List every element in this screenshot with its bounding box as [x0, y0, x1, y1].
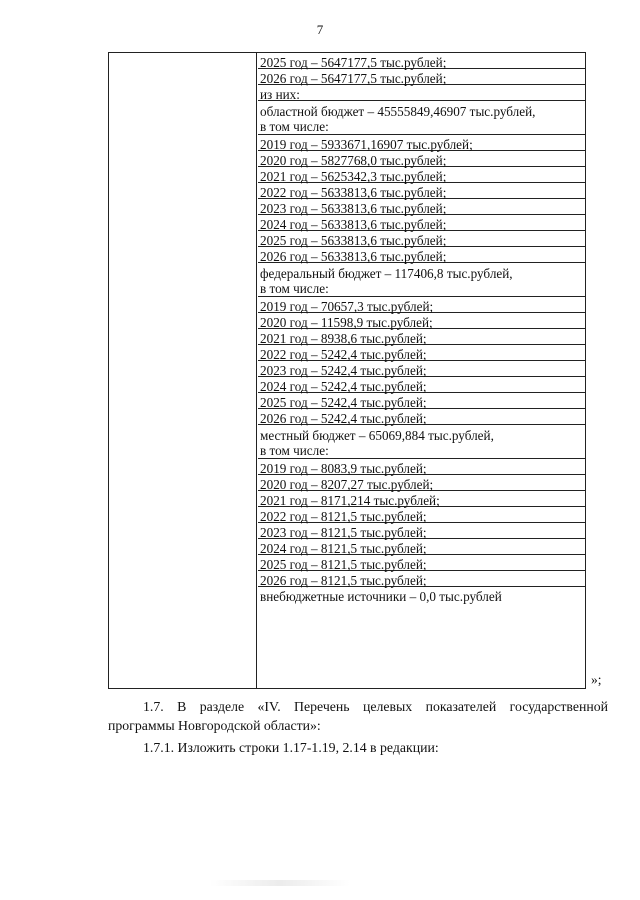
funding-line-text: федеральный бюджет – 117406,8 тыс.рублей,	[260, 266, 513, 281]
funding-line	[258, 53, 585, 69]
funding-line-text: областной бюджет – 45555849,46907 тыс.рублей,	[260, 104, 536, 119]
funding-line-text: 2022 год – 5633813,6 тыс.рублей;	[260, 185, 447, 200]
funding-line	[258, 523, 585, 539]
funding-line	[258, 183, 585, 199]
funding-line	[258, 101, 585, 135]
funding-line	[258, 555, 585, 571]
funding-line	[258, 361, 585, 377]
funding-line	[258, 571, 585, 587]
funding-line	[258, 507, 585, 523]
funding-line	[258, 587, 585, 603]
funding-line	[258, 459, 585, 475]
funding-table	[108, 52, 586, 689]
funding-line-subtext: в том числе:	[260, 443, 329, 458]
funding-line	[258, 135, 585, 151]
funding-line-text: 2023 год – 5633813,6 тыс.рублей;	[260, 201, 447, 216]
funding-line-text: 2024 год – 5242,4 тыс.рублей;	[260, 379, 427, 394]
funding-line-text: 2021 год – 5625342,3 тыс.рублей;	[260, 169, 447, 184]
funding-line	[258, 475, 585, 491]
funding-line	[258, 151, 585, 167]
funding-line	[258, 425, 585, 459]
funding-line-text: 2026 год – 5647177,5 тыс.рублей;	[260, 71, 447, 86]
funding-line	[258, 345, 585, 361]
funding-line-text: 2024 год – 8121,5 тыс.рублей;	[260, 541, 427, 556]
funding-line	[258, 199, 585, 215]
funding-line-text: 2021 год – 8171,214 тыс.рублей;	[260, 493, 440, 508]
funding-line	[258, 247, 585, 263]
funding-line-text: внебюджетные источники – 0,0 тыс.рублей	[260, 589, 502, 604]
funding-line-text: 2019 год – 70657,3 тыс.рублей;	[260, 299, 434, 314]
funding-line	[258, 491, 585, 507]
funding-line-text: 2026 год – 5633813,6 тыс.рублей;	[260, 249, 447, 264]
funding-lines	[258, 53, 585, 603]
funding-line-text: 2019 год – 8083,9 тыс.рублей;	[260, 461, 427, 476]
page-number: 7	[316, 22, 324, 37]
funding-line	[258, 297, 585, 313]
funding-line	[258, 263, 585, 297]
funding-line-text: 2023 год – 5242,4 тыс.рублей;	[260, 363, 427, 378]
funding-line	[258, 215, 585, 231]
funding-line-text: 2025 год – 5633813,6 тыс.рублей;	[260, 233, 447, 248]
closing-quote-mark: »;	[591, 672, 602, 687]
funding-line-text: 2020 год – 11598,9 тыс.рублей;	[260, 315, 433, 330]
funding-line	[258, 329, 585, 345]
funding-line	[258, 393, 585, 409]
funding-line-text: местный бюджет – 65069,884 тыс.рублей,	[260, 428, 494, 443]
funding-line-text: 2026 год – 8121,5 тыс.рублей;	[260, 573, 427, 588]
funding-line-text: 2020 год – 8207,27 тыс.рублей;	[260, 477, 434, 492]
column-divider	[256, 53, 257, 688]
funding-line-text: 2024 год – 5633813,6 тыс.рублей;	[260, 217, 447, 232]
paragraph-section-iv: 1.7. В разделе «IV. Перечень целевых показателей государственной программы Новгородской области»:	[108, 699, 608, 733]
paragraph-rows-edit: 1.7.1. Изложить строки 1.17-1.19, 2.14 в редакции:	[143, 740, 439, 755]
funding-line	[258, 167, 585, 183]
funding-line-text: 2022 год – 8121,5 тыс.рублей;	[260, 509, 427, 524]
funding-line-text: 2025 год – 5647177,5 тыс.рублей;	[260, 55, 447, 70]
funding-line-text: 2023 год – 8121,5 тыс.рублей;	[260, 525, 427, 540]
funding-line	[258, 313, 585, 329]
funding-line-text: из них:	[260, 87, 300, 102]
funding-line-text: 2020 год – 5827768,0 тыс.рублей;	[260, 153, 447, 168]
funding-line-text: 2022 год – 5242,4 тыс.рублей;	[260, 347, 427, 362]
funding-line	[258, 69, 585, 85]
funding-line-text: 2025 год – 8121,5 тыс.рублей;	[260, 557, 427, 572]
funding-line	[258, 409, 585, 425]
funding-line-text: 2025 год – 5242,4 тыс.рублей;	[260, 395, 427, 410]
funding-line-text: 2019 год – 5933671,16907 тыс.рублей;	[260, 137, 473, 152]
funding-line-subtext: в том числе:	[260, 119, 329, 134]
funding-line	[258, 539, 585, 555]
scan-artifact	[210, 880, 350, 886]
funding-line	[258, 377, 585, 393]
funding-line	[258, 85, 585, 101]
funding-line-text: 2026 год – 5242,4 тыс.рублей;	[260, 411, 427, 426]
funding-line-subtext: в том числе:	[260, 281, 329, 296]
funding-line-text: 2021 год – 8938,6 тыс.рублей;	[260, 331, 427, 346]
funding-line	[258, 231, 585, 247]
